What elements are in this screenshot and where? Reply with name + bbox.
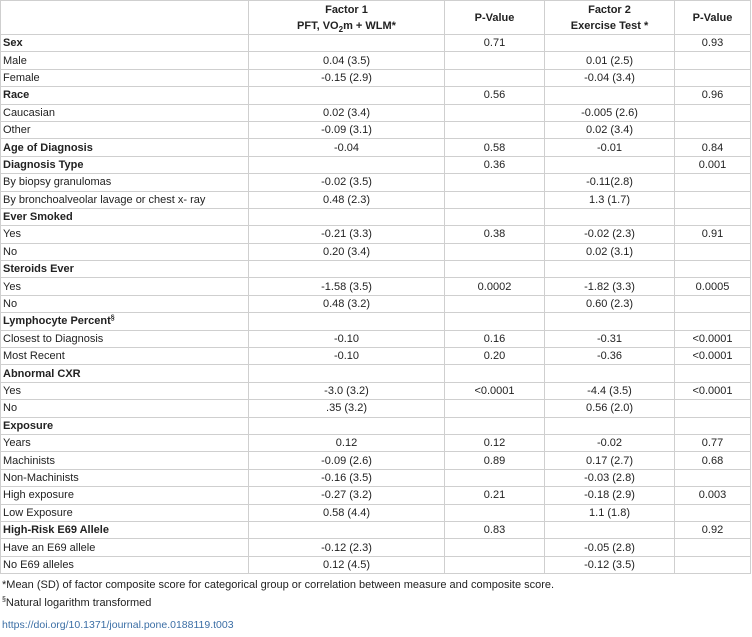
row-label — [1, 295, 249, 312]
cell-f2 — [545, 156, 675, 173]
cell-p1 — [445, 208, 545, 225]
cell-p1: 0.21 — [445, 487, 545, 504]
cell-f1: 0.48 (3.2) — [249, 295, 445, 312]
cell-f2: 0.02 (3.1) — [545, 243, 675, 260]
cell-p2 — [675, 174, 751, 191]
cell-f1: -0.04 — [249, 139, 445, 156]
cell-f1: -0.10 — [249, 330, 445, 347]
row-label — [1, 487, 249, 504]
table-row — [1, 382, 751, 399]
cell-p1 — [445, 52, 545, 69]
cell-f1: 0.12 — [249, 434, 445, 451]
row-label-text: Years — [3, 437, 31, 450]
cell-p1 — [445, 504, 545, 521]
row-label-text: Most Recent — [3, 350, 65, 363]
table-group-row — [1, 521, 751, 538]
row-label-text: Lymphocyte Percent — [3, 315, 111, 328]
cell-p1: 0.83 — [445, 521, 545, 538]
row-label-text: Steroids Ever — [3, 263, 74, 276]
table-group-row — [1, 313, 751, 330]
table-row — [1, 434, 751, 451]
cell-f1 — [249, 87, 445, 104]
cell-p1: 0.0002 — [445, 278, 545, 295]
cell-p2 — [675, 539, 751, 556]
cell-f1: -0.27 (3.2) — [249, 487, 445, 504]
table-row — [1, 487, 751, 504]
header-pvalue1: P-Value — [445, 1, 545, 35]
table-group-row — [1, 35, 751, 52]
cell-p2: 0.77 — [675, 434, 751, 451]
cell-p2: 0.001 — [675, 156, 751, 173]
footnote-1: *Mean (SD) of factor composite score for categorical group or correlation between measure and composite score. — [2, 579, 555, 591]
cell-f1: 0.20 (3.4) — [249, 243, 445, 260]
cell-p1 — [445, 313, 545, 330]
header-factor1-sub-post: m + WLM* — [343, 19, 396, 32]
cell-f1 — [249, 417, 445, 434]
cell-p1: 0.16 — [445, 330, 545, 347]
row-label — [1, 348, 249, 365]
row-label — [1, 365, 249, 382]
cell-f2 — [545, 261, 675, 278]
table-row — [1, 69, 751, 86]
cell-p2 — [675, 208, 751, 225]
table-group-row — [1, 261, 751, 278]
cell-f1: 0.58 (4.4) — [249, 504, 445, 521]
row-label — [1, 330, 249, 347]
cell-f1 — [249, 208, 445, 225]
cell-p1: 0.56 — [445, 87, 545, 104]
row-label — [1, 139, 249, 156]
row-label — [1, 52, 249, 69]
footnote-2-text: Natural logarithm transformed — [5, 597, 152, 609]
cell-p1 — [445, 104, 545, 121]
cell-p1 — [445, 243, 545, 260]
row-label-text: Exposure — [3, 419, 54, 432]
cell-f2: -0.04 (3.4) — [545, 69, 675, 86]
table-group-row — [1, 139, 751, 156]
row-label — [1, 278, 249, 295]
cell-f2: -0.05 (2.8) — [545, 539, 675, 556]
header-factor1-subscript: 2 — [338, 24, 344, 34]
row-label — [1, 156, 249, 173]
row-label — [1, 261, 249, 278]
row-label-text: Sex — [3, 37, 23, 50]
table-row — [1, 330, 751, 347]
cell-p2: 0.91 — [675, 226, 751, 243]
cell-p2 — [675, 69, 751, 86]
table-group-row — [1, 208, 751, 225]
doi-link[interactable]: https://doi.org/10.1371/journal.pone.0188119.t003 — [2, 619, 234, 631]
row-label — [1, 382, 249, 399]
table-row — [1, 504, 751, 521]
table-row — [1, 52, 751, 69]
row-label-text: By bronchoalveolar lavage or chest x- ray — [3, 193, 206, 206]
cell-p2 — [675, 295, 751, 312]
cell-f1: 0.04 (3.5) — [249, 52, 445, 69]
cell-p2 — [675, 121, 751, 138]
table-row — [1, 243, 751, 260]
cell-p1 — [445, 400, 545, 417]
row-label-text: No — [3, 298, 18, 311]
cell-f2 — [545, 35, 675, 52]
header-row — [1, 1, 751, 35]
footnote-2 — [2, 597, 151, 609]
row-label-text: Female — [3, 71, 40, 84]
cell-f1: -0.12 (2.3) — [249, 539, 445, 556]
cell-f2: -0.02 — [545, 434, 675, 451]
cell-f1 — [249, 261, 445, 278]
cell-p2 — [675, 365, 751, 382]
cell-f2 — [545, 313, 675, 330]
cell-f2 — [545, 208, 675, 225]
row-label — [1, 104, 249, 121]
cell-p1 — [445, 556, 545, 573]
row-label-text: Yes — [3, 228, 21, 241]
footnote-2-marker: § — [2, 596, 6, 604]
row-label — [1, 69, 249, 86]
cell-p1: <0.0001 — [445, 382, 545, 399]
row-label — [1, 469, 249, 486]
row-label — [1, 539, 249, 556]
cell-p2: 0.92 — [675, 521, 751, 538]
cell-p1: 0.12 — [445, 434, 545, 451]
cell-p2 — [675, 191, 751, 208]
header-factor2 — [545, 1, 675, 35]
row-label — [1, 400, 249, 417]
row-label-text: High exposure — [3, 489, 74, 502]
cell-f2: 1.3 (1.7) — [545, 191, 675, 208]
cell-p1: 0.58 — [445, 139, 545, 156]
row-label-text: No E69 alleles — [3, 558, 74, 571]
row-label — [1, 313, 249, 330]
cell-f2: 0.60 (2.3) — [545, 295, 675, 312]
header-label-cell — [1, 1, 249, 35]
row-label — [1, 521, 249, 538]
cell-f2: -1.82 (3.3) — [545, 278, 675, 295]
table-row — [1, 452, 751, 469]
cell-f2: -0.12 (3.5) — [545, 556, 675, 573]
cell-p1: 0.38 — [445, 226, 545, 243]
cell-p2 — [675, 52, 751, 69]
cell-p2 — [675, 261, 751, 278]
table-row — [1, 556, 751, 573]
cell-f1: -0.02 (3.5) — [249, 174, 445, 191]
cell-f2 — [545, 417, 675, 434]
cell-f1: -3.0 (3.2) — [249, 382, 445, 399]
cell-p1: 0.71 — [445, 35, 545, 52]
cell-f2: -0.02 (2.3) — [545, 226, 675, 243]
cell-p1: 0.36 — [445, 156, 545, 173]
table-row — [1, 191, 751, 208]
row-label — [1, 87, 249, 104]
row-label-text: Low Exposure — [3, 506, 73, 519]
cell-f2: -4.4 (3.5) — [545, 382, 675, 399]
row-label — [1, 121, 249, 138]
cell-f2 — [545, 87, 675, 104]
row-label-text: Yes — [3, 280, 21, 293]
cell-f1: -0.16 (3.5) — [249, 469, 445, 486]
row-label-text: Age of Diagnosis — [3, 141, 93, 154]
header-factor1 — [249, 1, 445, 35]
cell-p2: <0.0001 — [675, 330, 751, 347]
cell-p2: 0.93 — [675, 35, 751, 52]
table-row — [1, 348, 751, 365]
cell-f2: 0.17 (2.7) — [545, 452, 675, 469]
cell-p2 — [675, 104, 751, 121]
table-row — [1, 174, 751, 191]
row-label-text: No — [3, 402, 18, 415]
cell-f1: -1.58 (3.5) — [249, 278, 445, 295]
cell-f1 — [249, 365, 445, 382]
cell-f2: -0.03 (2.8) — [545, 469, 675, 486]
header-factor1-title: Factor 1 — [325, 3, 368, 16]
cell-p2 — [675, 400, 751, 417]
table-row — [1, 104, 751, 121]
row-label — [1, 434, 249, 451]
cell-p1 — [445, 174, 545, 191]
table-row — [1, 539, 751, 556]
table-row — [1, 469, 751, 486]
row-label — [1, 35, 249, 52]
cell-p1: 0.20 — [445, 348, 545, 365]
cell-f1: -0.15 (2.9) — [249, 69, 445, 86]
cell-p2 — [675, 243, 751, 260]
cell-f2: -0.31 — [545, 330, 675, 347]
row-label-text: Male — [3, 54, 27, 67]
cell-p2: 0.003 — [675, 487, 751, 504]
table-row — [1, 400, 751, 417]
cell-p2: 0.96 — [675, 87, 751, 104]
table-body — [1, 35, 751, 574]
cell-f2: -0.36 — [545, 348, 675, 365]
row-label-footnote-marker: § — [110, 314, 115, 322]
row-label-text: Have an E69 allele — [3, 541, 96, 554]
row-label — [1, 226, 249, 243]
cell-f2: -0.18 (2.9) — [545, 487, 675, 504]
row-label-text: Ever Smoked — [3, 211, 73, 224]
header-factor2-sub: Exercise Test * — [570, 19, 649, 32]
cell-f1: -0.21 (3.3) — [249, 226, 445, 243]
cell-f2: -0.01 — [545, 139, 675, 156]
cell-f1: 0.12 (4.5) — [249, 556, 445, 573]
cell-p1 — [445, 469, 545, 486]
cell-p1: 0.89 — [445, 452, 545, 469]
cell-p1 — [445, 121, 545, 138]
cell-p2 — [675, 313, 751, 330]
row-label-text: Diagnosis Type — [3, 158, 84, 171]
row-label — [1, 417, 249, 434]
cell-f1: -0.09 (3.1) — [249, 121, 445, 138]
cell-p1 — [445, 69, 545, 86]
row-label — [1, 243, 249, 260]
cell-f2 — [545, 365, 675, 382]
table-group-row — [1, 417, 751, 434]
cell-f2: 0.01 (2.5) — [545, 52, 675, 69]
header-pvalue2: P-Value — [675, 1, 751, 35]
table-group-row — [1, 156, 751, 173]
row-label — [1, 191, 249, 208]
cell-f2 — [545, 521, 675, 538]
row-label-text: Machinists — [3, 454, 55, 467]
cell-p2 — [675, 469, 751, 486]
cell-f1 — [249, 156, 445, 173]
cell-f2: 0.02 (3.4) — [545, 121, 675, 138]
cell-f1 — [249, 521, 445, 538]
cell-p1 — [445, 539, 545, 556]
cell-f2: -0.005 (2.6) — [545, 104, 675, 121]
cell-p2 — [675, 556, 751, 573]
cell-f1 — [249, 313, 445, 330]
table-group-row — [1, 365, 751, 382]
cell-p1 — [445, 365, 545, 382]
cell-f1: -0.09 (2.6) — [249, 452, 445, 469]
row-label-text: Other — [3, 124, 31, 137]
header-factor1-sub-pre: PFT, VO — [297, 19, 339, 32]
table-row — [1, 226, 751, 243]
cell-f2: 0.56 (2.0) — [545, 400, 675, 417]
table-row — [1, 278, 751, 295]
row-label-text: Non-Machinists — [3, 471, 79, 484]
row-label-text: By biopsy granulomas — [3, 176, 112, 189]
row-label-text: High-Risk E69 Allele — [3, 524, 109, 537]
row-label — [1, 174, 249, 191]
row-label-text: Closest to Diagnosis — [3, 332, 104, 345]
row-label-text: No — [3, 245, 18, 258]
cell-p1 — [445, 295, 545, 312]
cell-p1 — [445, 191, 545, 208]
cell-p2: 0.0005 — [675, 278, 751, 295]
cell-f2: 1.1 (1.8) — [545, 504, 675, 521]
cell-f1 — [249, 35, 445, 52]
cell-f1: 0.02 (3.4) — [249, 104, 445, 121]
cell-p2: 0.68 — [675, 452, 751, 469]
row-label-text: Race — [3, 89, 30, 102]
table-group-row — [1, 87, 751, 104]
cell-f1: 0.48 (2.3) — [249, 191, 445, 208]
row-label — [1, 556, 249, 573]
row-label — [1, 504, 249, 521]
cell-f1: .35 (3.2) — [249, 400, 445, 417]
row-label-text: Caucasian — [3, 106, 55, 119]
cell-f2: -0.11(2.8) — [545, 174, 675, 191]
cell-p2: <0.0001 — [675, 382, 751, 399]
cell-p2: <0.0001 — [675, 348, 751, 365]
cell-f1: -0.10 — [249, 348, 445, 365]
cell-p2: 0.84 — [675, 139, 751, 156]
row-label-text: Yes — [3, 385, 21, 397]
table-row — [1, 121, 751, 138]
row-label-text: Abnormal CXR — [3, 367, 81, 380]
cell-p1 — [445, 417, 545, 434]
cell-p2 — [675, 417, 751, 434]
row-label — [1, 452, 249, 469]
row-label — [1, 208, 249, 225]
header-factor2-title: Factor 2 — [588, 3, 631, 16]
cell-p2 — [675, 504, 751, 521]
table-row — [1, 295, 751, 312]
cell-p1 — [445, 261, 545, 278]
